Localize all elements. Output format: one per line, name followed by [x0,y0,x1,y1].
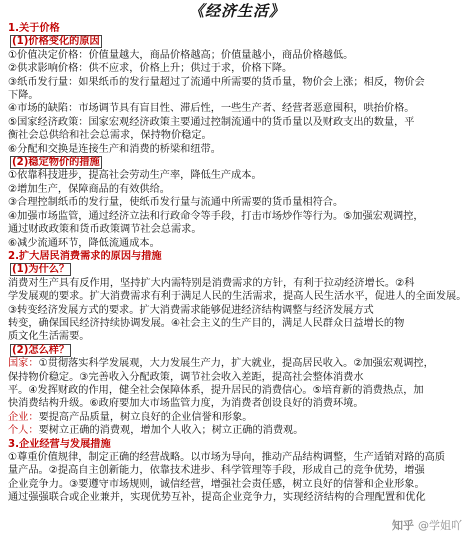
text-line: ①价值决定价格：价值量越大，商品价格越高；价值量越小，商品价格越低。 [8,49,354,61]
text-line: ⑥分配和交换是连接生产和消费的桥梁和纽带。 [8,143,221,155]
text-line: ④市场的缺陷：市场调节具有盲目性、滞后性，一些生产者、经营者恶意囤积，哄抬价格。 [8,103,415,115]
page-title: 《经济生活》 [188,2,285,20]
state-tag: 国家： [8,358,39,370]
subheading-why [8,263,466,276]
text-line: 转变，确保国民经济持续协调发展。④社会主义的生产目的，满足人民群众日益增长的物 [8,317,405,329]
subheading-stabilize-prices [8,156,466,169]
text-line: 衡社会总供给和社会总需求，保持物价稳定。 [8,130,212,142]
text-line: ③转变经济发展方式的要求。扩大消费需求能够促进经济结构调整与经济发展方式 [8,304,374,316]
subheading-text: (2)怎么样？ [12,344,70,356]
text-line: ③合理控制纸币的发行量，使纸币发行量与流通中所需要的货币量相符合。 [8,197,344,209]
text-line [8,424,466,437]
text-span: 要提高产品质量，树立良好的企业信誉和形象。 [38,411,253,423]
text-line: 量产品。②提高自主创新能力，依靠技术进步、科学管理等手段，形成自己的竞争优势，增强 [8,465,425,477]
text-line [8,411,466,424]
subheading-text: (1)为什么？ [12,264,70,276]
subheading-how [8,344,466,357]
subheading-price-causes [8,35,466,48]
text-line: 保持物价稳定。③完善收入分配政策，调节社会收入差距，提高社会整体消费水 [8,371,364,383]
text-line [8,357,466,370]
text-line: 企业竞争力。③要遵守市场规则，诚信经营，增强社会责任感，树立良好的信誉和企业形象。 [8,478,425,490]
subheading-text: (2)稳定物价的措施 [12,157,100,169]
firm-tag: 企业： [8,411,39,423]
section-heading-price: 1.关于价格 [8,23,60,34]
text-line: ⑥减少流通环节，降低流通成本。 [8,237,160,249]
text-line: ⑤国家经济政策：国家宏观经济政策主要通过控制流通中的货币量以及财政支出的数量，平 [8,116,415,128]
text-line: 快消费结构升级。⑥政府要加大市场监管力度，为消费者创设良好的消费环境。 [8,398,364,410]
text-line: ④加强市场监管，通过经济立法和行政命令等手段，打击市场炒作等行为。⑤加强宏观调控， [8,210,424,222]
text-line: ②增加生产，保障商品的有效供给。 [8,183,170,195]
text-line: 下降。 [8,90,39,102]
zhihu-logo: 知乎 [392,519,414,532]
text-span: 要树立正确的消费观，增加个人收入；树立正确的消费观。 [38,425,304,437]
text-line: ①依靠科技进步，提高社会劳动生产率，降低生产成本。 [8,170,262,182]
person-tag: 个人： [8,425,39,437]
section-heading-consumption: 2.扩大居民消费需求的原因与措施 [8,250,162,262]
text-line: 学发展观的要求。扩大消费需求有利于满足人民的生活需求，提高人民生活水平，促进人的全面发展。 [8,291,466,303]
text-line: ②供求影响价格：供不应求，价格上升；供过于求，价格下降。 [8,63,293,75]
zhihu-watermark [392,517,462,533]
text-line: ①尊重价值规律，制定正确的经营战略。以市场为导向，推动产品结构调整，生产适销对路的高质 [8,452,446,463]
text-line: 通过财政政策和货币政策调节社会总需求。 [8,224,202,236]
section-heading-enterprise: 3.企业经营与发展措施 [8,438,111,450]
text-line: 质文化生活需要。 [8,331,90,343]
text-line: 通过强强联合或企业兼并，实现优势互补，提高企业竞争力，实现经济结构的合理配置和优化 [8,492,426,504]
text-span: ①贯彻落实科学发展观，大力发展生产力，扩大就业，提高居民收入。②加强宏观调控， [38,358,434,370]
text-line: 消费对生产具有反作用，坚持扩大内需特别是消费需求的方针，有利于拉动经济增长。②科 [8,277,415,289]
subheading-text: (1)价格变化的原因 [12,36,100,48]
watermark-author: @学姐吖 [418,519,462,532]
text-line: 平。④发挥财政的作用，健全社会保障体系，提升居民的消费信心。⑤培育新的消费热点，加 [8,384,424,396]
text-line: ③纸币发行量：如果纸币的发行量超过了流通中所需要的货币量，物价会上涨；相反，物价会 [8,76,425,88]
